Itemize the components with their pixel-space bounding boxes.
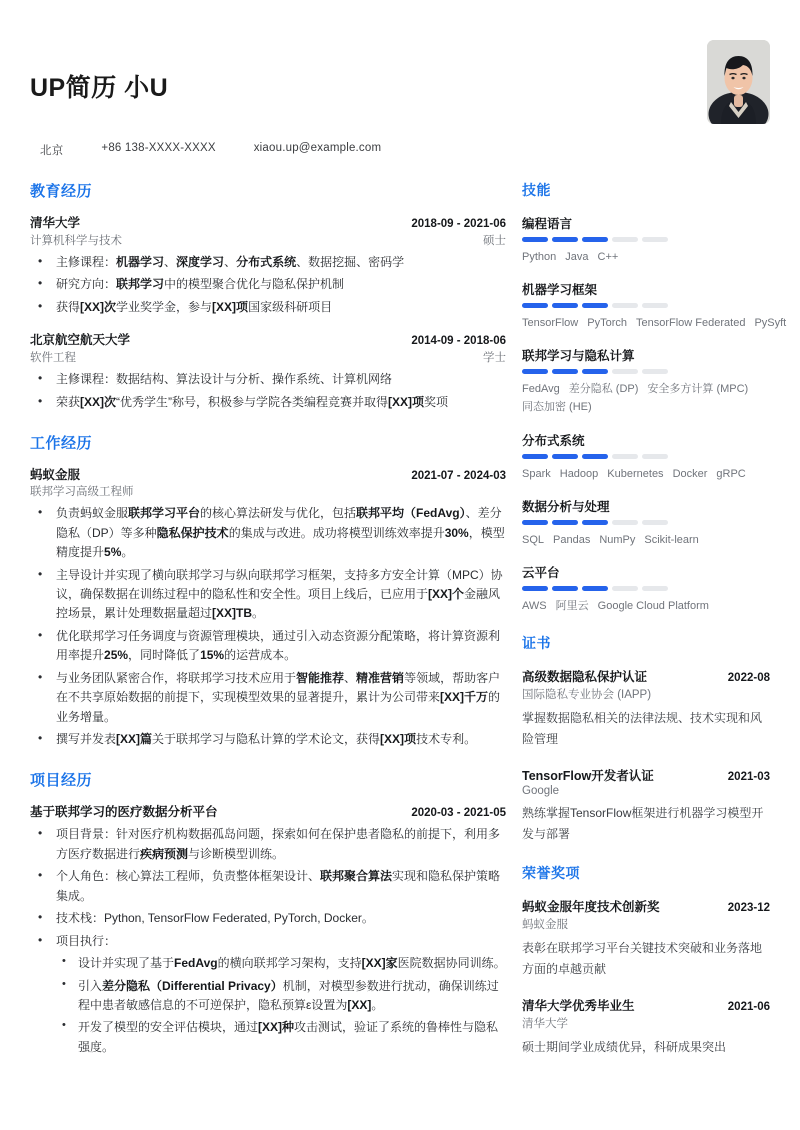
- certificate-item: [522, 667, 770, 750]
- skill-level-bar: [522, 303, 770, 308]
- bullet-item: • 撰写并发表[XX]篇关于联邦学习与隐私计算的学术论文，获得[XX]项技术专利。: [30, 730, 506, 749]
- award-header-row: [522, 897, 770, 915]
- award-issuer: 清华大学: [522, 1017, 568, 1030]
- skill-segment-empty: [642, 454, 668, 459]
- avatar: [707, 40, 770, 124]
- skill-group-label: 云平台: [522, 565, 560, 580]
- section-projects: [30, 769, 506, 1057]
- skill-tag: NumPy: [599, 533, 636, 546]
- bullet-item: • 设计并实现了基于FedAvg的横向联邦学习架构，支持[XX]家医院数据协同训练。: [56, 954, 506, 973]
- skill-tag-list: [522, 597, 770, 615]
- certificate-description: 熟练掌握TensorFlow框架进行机器学习模型开发与部署: [522, 805, 764, 841]
- project-name: 基于联邦学习的医疗数据分析平台: [30, 805, 218, 820]
- skill-segment-filled: [552, 237, 578, 242]
- entry-header-row: [30, 349, 506, 365]
- certificate-name: TensorFlow开发者认证: [522, 768, 654, 783]
- bullet-item: • 项目执行： • 设计并实现了基于FedAvg的横向联邦学习架构，支持[XX]家医院数据协同训练。 • 引入差分隐私（Differential Privacy）机制，对模型参数进行扰动，确保训练过程中患者敏感信息的不可逆保护，隐私预算ε设置为[XX]。 • 开发了模型的安全评估模块，通过[XX]种攻击测试，验证了系统的鲁棒性与隐私强度。: [30, 932, 506, 1058]
- bullet-item: • 优化联邦学习任务调度与资源管理模块，通过引入动态资源分配策略，将计算资源利用率提升25%，同时降低了15%的运营成本。: [30, 627, 506, 666]
- skill-groups: [522, 214, 787, 615]
- skill-tag-list: [522, 380, 770, 416]
- section-skills: [522, 180, 787, 615]
- bullet-item: • 获得[XX]次学业奖学金，参与[XX]项国家级科研项目: [30, 298, 506, 317]
- page-title: UP简历 小U: [30, 74, 169, 102]
- award-header-row: [522, 996, 770, 1014]
- resume-header: [30, 0, 770, 130]
- section-education: [30, 180, 506, 412]
- bullet-item: • 荣获[XX]次“优秀学生”称号，积极参与学院各类编程竞赛并取得[XX]项奖项: [30, 393, 506, 412]
- bullet-item: • 负责蚂蚁金服联邦学习平台的核心算法研发与优化，包括联邦平均（FedAvg）、差分隐私（DP）等多种隐私保护技术的集成与改进。成功将模型训练效率提升30%，模型精度提升5%。: [30, 504, 506, 562]
- skill-tag: SQL: [522, 533, 545, 546]
- section-title-education: 教育经历: [30, 183, 93, 200]
- skill-segment-filled: [522, 303, 548, 308]
- skill-group-label: 编程语言: [522, 217, 573, 231]
- skill-segment-empty: [612, 454, 638, 459]
- skill-segment-empty: [642, 303, 668, 308]
- education-entries: [30, 213, 506, 412]
- contact-location: 北京: [40, 145, 64, 157]
- skill-segment-empty: [612, 369, 638, 374]
- skill-tag: FedAvg: [522, 383, 560, 396]
- skill-level-bar: [522, 237, 770, 242]
- bullet-item: • 主修课程：机器学习、深度学习、分布式系统、数据挖掘、密码学: [30, 253, 506, 272]
- section-title-projects: 项目经历: [30, 772, 93, 790]
- skill-tag: 阿里云: [555, 599, 589, 612]
- skill-level-bar: [522, 369, 770, 374]
- certificate-issuer: 国际隐私专业协会 (IAPP): [522, 688, 652, 701]
- skill-segment-filled: [522, 454, 548, 459]
- skill-segment-filled: [522, 369, 548, 374]
- award-date: 2021-06: [727, 1000, 770, 1013]
- award-items: [522, 897, 770, 1058]
- project-entries: [30, 802, 506, 1057]
- skill-segment-filled: [582, 369, 608, 374]
- skill-tag: gRPC: [716, 467, 746, 480]
- education-date: 2018-09 - 2021-06: [411, 218, 506, 230]
- entry-header-row: [30, 465, 506, 483]
- bullet-list: [30, 825, 506, 1057]
- skill-group: [522, 563, 770, 615]
- skill-group-label: 机器学习框架: [522, 283, 598, 298]
- award-date: 2023-12: [727, 901, 770, 914]
- skill-segment-empty: [612, 586, 638, 591]
- skill-level-bar: [522, 586, 770, 591]
- skill-tag: PySyft: [754, 317, 787, 330]
- skill-segment-filled: [522, 237, 548, 242]
- skill-group: [522, 280, 787, 332]
- certificate-date: 2022-08: [727, 671, 770, 684]
- work-entries: [30, 465, 506, 749]
- skill-tag: Java: [565, 251, 589, 263]
- section-certificates: [522, 633, 770, 845]
- company-name: 蚂蚁金服: [30, 468, 81, 483]
- skill-tag: Python: [522, 251, 557, 263]
- skill-group: [522, 497, 770, 549]
- right-column: [522, 180, 787, 1076]
- skill-tag: TensorFlow Federated: [636, 317, 746, 330]
- section-work: [30, 432, 506, 749]
- skill-tag: 安全多方计算 (MPC): [647, 383, 749, 396]
- skill-tag: AWS: [522, 599, 547, 612]
- bullet-item: • 研究方向：联邦学习中的模型聚合优化与隐私保护机制: [30, 275, 506, 294]
- skill-tag-list: [522, 465, 770, 483]
- skill-group: [522, 346, 770, 416]
- skill-segment-filled: [582, 454, 608, 459]
- bullet-item: • 项目背景：针对医疗机构数据孤岛问题，探索如何在保护患者隐私的前提下，利用多方医疗数据进行疾病预测与诊断模型训练。: [30, 825, 506, 864]
- skill-segment-filled: [582, 303, 608, 308]
- award-item: [522, 897, 770, 980]
- skill-segment-filled: [582, 520, 608, 525]
- skill-tag: Hadoop: [559, 467, 599, 480]
- skill-tag: Pandas: [553, 533, 591, 546]
- skill-group-label: 数据分析与处理: [522, 499, 610, 514]
- certificate-name: 高级数据隐私保护认证: [522, 669, 648, 684]
- section-title-certificates: 证书: [522, 634, 551, 651]
- left-column: [30, 180, 522, 1077]
- project-entry: [30, 802, 506, 1057]
- award-name: 清华大学优秀毕业生: [522, 998, 635, 1013]
- portrait-photo-icon: [707, 40, 770, 124]
- education-date: 2014-09 - 2018-06: [411, 335, 506, 348]
- skill-level-bar: [522, 520, 770, 525]
- education-major: 计算机科学与技术: [30, 235, 122, 247]
- bullet-list: [30, 253, 506, 317]
- contact-line: [30, 130, 770, 158]
- skill-tag: Scikit-learn: [644, 533, 699, 546]
- certificate-items: [522, 667, 770, 845]
- award-issuer: 蚂蚁金服: [522, 918, 568, 931]
- education-degree: 学士: [483, 352, 506, 365]
- section-title-skills: 技能: [522, 182, 551, 198]
- section-awards: [522, 863, 770, 1058]
- skill-segment-empty: [642, 369, 668, 374]
- contact-email: xiaou.up@example.com: [253, 142, 382, 154]
- entry-header-row: [30, 232, 506, 248]
- certificate-item: [522, 766, 770, 845]
- skill-group: [522, 431, 770, 483]
- skill-tag: Spark: [522, 467, 551, 480]
- work-date: 2021-07 - 2024-03: [411, 470, 506, 483]
- bullet-item: • 与业务团队紧密合作，将联邦学习技术应用于智能推荐、精准营销等领域，帮助客户在不共享原始数据的前提下，实现模型效果的显著提升，累计为公司带来[XX]千万的业务增量。: [30, 669, 506, 727]
- school-name: 清华大学: [30, 216, 81, 230]
- skill-segment-empty: [642, 237, 668, 242]
- education-entry: [30, 213, 506, 317]
- bullet-item: • 主修课程：数据结构、算法设计与分析、操作系统、计算机网络: [30, 370, 506, 389]
- skill-tag: 差分隐私 (DP): [568, 383, 639, 396]
- certificate-header-row: [522, 667, 770, 685]
- skill-segment-empty: [642, 520, 668, 525]
- skill-segment-empty: [612, 520, 638, 525]
- certificate-date: 2021-03: [727, 770, 770, 783]
- skill-tag: PyTorch: [587, 317, 627, 330]
- bullet-item: • 引入差分隐私（Differential Privacy）机制，对模型参数进行扰动，确保训练过程中患者敏感信息的不可逆保护，隐私预算ε设置为[XX]。: [56, 977, 506, 1016]
- job-title: 联邦学习高级工程师: [30, 486, 134, 499]
- award-name: 蚂蚁金服年度技术创新奖: [522, 899, 660, 914]
- skill-segment-filled: [552, 303, 578, 308]
- education-degree: 硕士: [483, 235, 506, 247]
- bullet-list: [30, 370, 506, 412]
- skill-segment-filled: [552, 454, 578, 459]
- skill-tag: TensorFlow: [522, 317, 579, 330]
- work-entry: [30, 465, 506, 749]
- education-major: 软件工程: [30, 352, 76, 365]
- award-description: 表彰在联邦学习平台关键技术突破和业务落地方面的卓越贡献: [522, 940, 763, 976]
- skill-tag-list: [522, 531, 770, 549]
- skill-level-bar: [522, 454, 770, 459]
- skill-segment-filled: [552, 369, 578, 374]
- skill-segment-filled: [582, 237, 608, 242]
- skill-segment-filled: [552, 520, 578, 525]
- skill-tag: 同态加密 (HE): [522, 401, 592, 414]
- resume-body: [30, 158, 787, 1077]
- skill-segment-filled: [522, 586, 548, 591]
- skill-tag: Google Cloud Platform: [597, 599, 709, 612]
- entry-header-row: [30, 330, 506, 348]
- skill-segment-filled: [552, 586, 578, 591]
- skill-tag: Docker: [672, 467, 708, 480]
- bullet-item: • 技术栈：Python, TensorFlow Federated, PyTorch, Docker。: [30, 909, 506, 928]
- certificate-description: 掌握数据隐私相关的法律法规、技术实现和风险管理: [522, 710, 763, 746]
- skill-group-label: 联邦学习与隐私计算: [522, 349, 635, 364]
- section-title-awards: 荣誉奖项: [522, 864, 580, 881]
- certificate-issuer: Google: [522, 784, 560, 797]
- entry-header-row: [30, 802, 506, 820]
- bullet-item: • 个人角色：核心算法工程师，负责整体框架设计、联邦聚合算法实现和隐私保护策略集成。: [30, 867, 506, 906]
- skill-tag-list: [522, 248, 770, 266]
- skill-segment-filled: [522, 520, 548, 525]
- award-description: 硕士期间学业成绩优异，科研成果突出: [522, 1039, 727, 1054]
- skill-segment-empty: [642, 586, 668, 591]
- certificate-header-row: [522, 766, 770, 784]
- bullet-item: • 开发了模型的安全评估模块，通过[XX]种攻击测试，验证了系统的鲁棒性与隐私强度。: [56, 1018, 506, 1057]
- bullet-list: [56, 954, 506, 1057]
- skill-tag-list: [522, 314, 787, 332]
- skill-tag: C++: [597, 251, 619, 263]
- skill-segment-empty: [612, 237, 638, 242]
- education-entry: [30, 330, 506, 412]
- skill-tag: Kubernetes: [607, 467, 664, 480]
- award-item: [522, 996, 770, 1058]
- bullet-list: [30, 504, 506, 749]
- bullet-item: • 主导设计并实现了横向联邦学习与纵向联邦学习框架，支持多方安全计算（MPC）协议，确保数据在训练过程中的隐私性和安全性。项目上线后，已应用于[XX]个金融风控场景，累计处理数据量超过[XX]TB。: [30, 566, 506, 624]
- skill-group: [522, 214, 770, 266]
- section-title-work: 工作经历: [30, 435, 93, 453]
- entry-header-row: [30, 213, 506, 231]
- project-date: 2020-03 - 2021-05: [411, 807, 506, 820]
- skill-segment-filled: [582, 586, 608, 591]
- school-name: 北京航空航天大学: [30, 333, 131, 348]
- skill-group-label: 分布式系统: [522, 433, 585, 448]
- skill-segment-empty: [612, 303, 638, 308]
- contact-phone: +86 138-XXXX-XXXX: [101, 142, 216, 154]
